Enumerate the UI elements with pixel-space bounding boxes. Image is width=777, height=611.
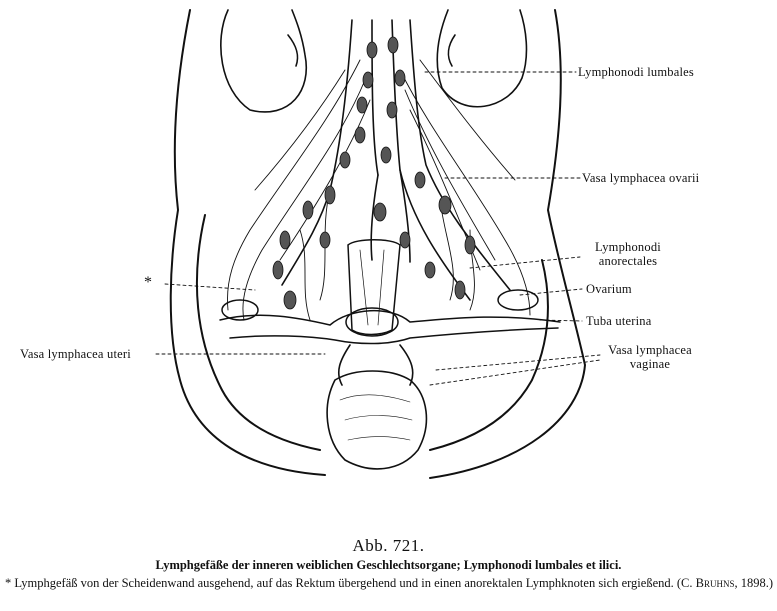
label-lymphonodi-anorectales-line2: anorectales xyxy=(598,254,658,268)
label-tuba-uterina: Tuba uterina xyxy=(586,314,652,328)
figure-title: Lymphgefäße der inneren weiblichen Geschlechtsorgane; Lymphonodi lumbales et ilici. xyxy=(155,558,622,572)
body-outline xyxy=(171,10,585,478)
footnote-text: * Lymphgefäß von der Scheidenwand ausgehend, auf das Rektum übergehend und in einen anorektalen Lymphknoten sich ergießend. (C. xyxy=(4,576,696,590)
label-vasa-vaginae-line2: vaginae xyxy=(629,357,671,371)
label-lymphonodi-anorectales xyxy=(582,240,674,268)
label-ovarium: Ovarium xyxy=(586,282,632,296)
label-vasa-lymphacea-vaginae xyxy=(600,343,700,371)
uterus-and-adnexa xyxy=(220,290,560,344)
rectum xyxy=(348,240,400,335)
figure-number: Abb. 721. xyxy=(352,536,425,555)
lymph-vessels xyxy=(227,60,530,320)
kidney-outlines xyxy=(221,10,527,112)
label-vasa-vaginae-line1: Vasa lymphacea xyxy=(608,343,692,357)
great-vessels xyxy=(282,20,510,300)
label-vasa-lymphacea-uteri: Vasa lymphacea uteri xyxy=(20,347,131,361)
footnote-year: , 1898.) xyxy=(734,576,774,590)
label-lymphonodi-anorectales-line1: Lymphonodi xyxy=(595,240,661,254)
label-lymphonodi-lumbales: Lymphonodi lumbales xyxy=(578,65,694,79)
pelvic-floor-organ xyxy=(327,345,426,469)
figure-footnote xyxy=(4,576,774,591)
asterisk-marker: * xyxy=(144,274,152,291)
footnote-author: Bruhns xyxy=(695,576,735,590)
label-vasa-lymphacea-ovarii: Vasa lymphacea ovarii xyxy=(582,171,700,185)
leader-lines xyxy=(156,72,600,385)
